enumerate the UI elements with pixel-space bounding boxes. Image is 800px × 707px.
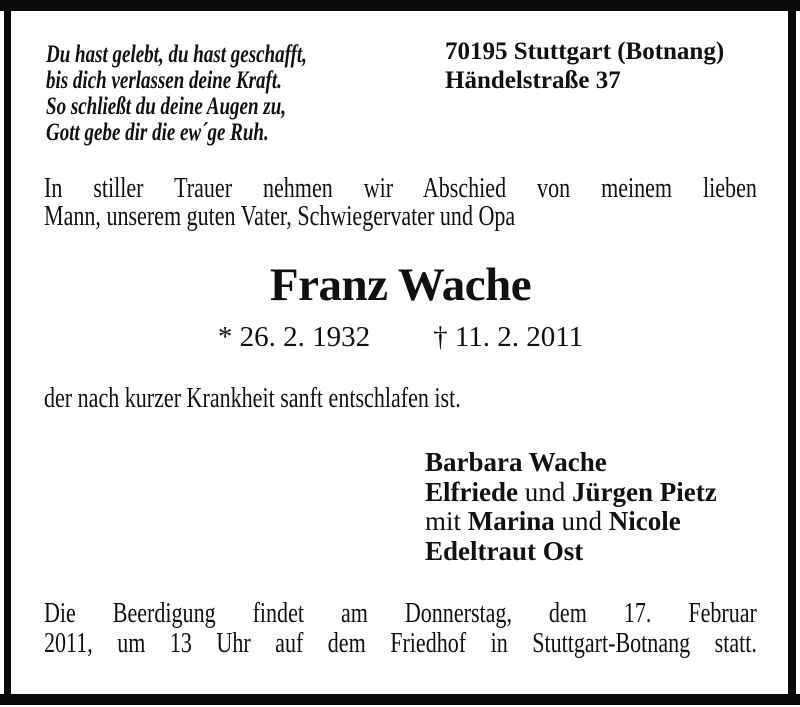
verse-line-1: Du hast gelebt, du hast geschafft, [46,41,307,68]
mourner-line-2 [425,478,717,508]
mourner-name: Marina [467,506,555,536]
announcement-paragraph [44,174,757,230]
address-block [445,37,724,95]
funeral-line-2: 2011, um 13 Uhr auf dem Friedhof in Stuttgart-Botnang statt. [44,627,757,659]
verse-line-4: Gott gebe dir die ew´ge Ruh. [46,119,269,146]
verse-line-2: bis dich verlassen deine Kraft. [46,67,282,94]
connector-text: mit [425,506,468,536]
mourner-name: Jürgen Pietz [571,476,717,507]
death-date: † 11. 2. 2011 [433,321,584,353]
deceased-name: Franz Wache [269,259,532,311]
mourner-line-3 [425,507,717,537]
funeral-line-1: Die Beerdigung findet am Donnerstag, dem 17. Februar [44,597,757,629]
announcement-line-2: Mann, unserem guten Vater, Schwiegervater und Opa [44,200,516,232]
funeral-details [44,598,757,658]
memorial-verse [46,42,307,146]
address-street-line: Händelstraße 37 [445,67,621,94]
border-bottom-band [0,694,800,705]
mourner-line-4 [425,537,717,567]
life-dates [44,322,757,352]
verse-line-3: So schließt du deine Augen zu, [46,93,287,120]
mourner-name: Edeltraut Ost [425,535,584,566]
mourner-name: Nicole [608,506,681,536]
border-left-edge [4,0,11,705]
mourners-block [425,448,717,566]
connector-text: und [517,476,572,507]
border-top-band [0,0,800,11]
address-city-line: 70195 Stuttgart (Botnang) [445,38,725,65]
mourner-name: Elfriede [425,476,518,507]
announcement-line-1: In stiller Trauer nehmen wir Abschied von meinem lieben [44,172,757,204]
passing-line: der nach kurzer Krankheit sanft entschlafen ist. [44,382,461,414]
connector-text: und [554,506,609,536]
border-right-edge [788,0,796,705]
mourner-name: Barbara Wache [425,447,607,477]
birth-date: * 26. 2. 1932 [217,321,371,353]
mourner-line-1 [425,448,717,478]
